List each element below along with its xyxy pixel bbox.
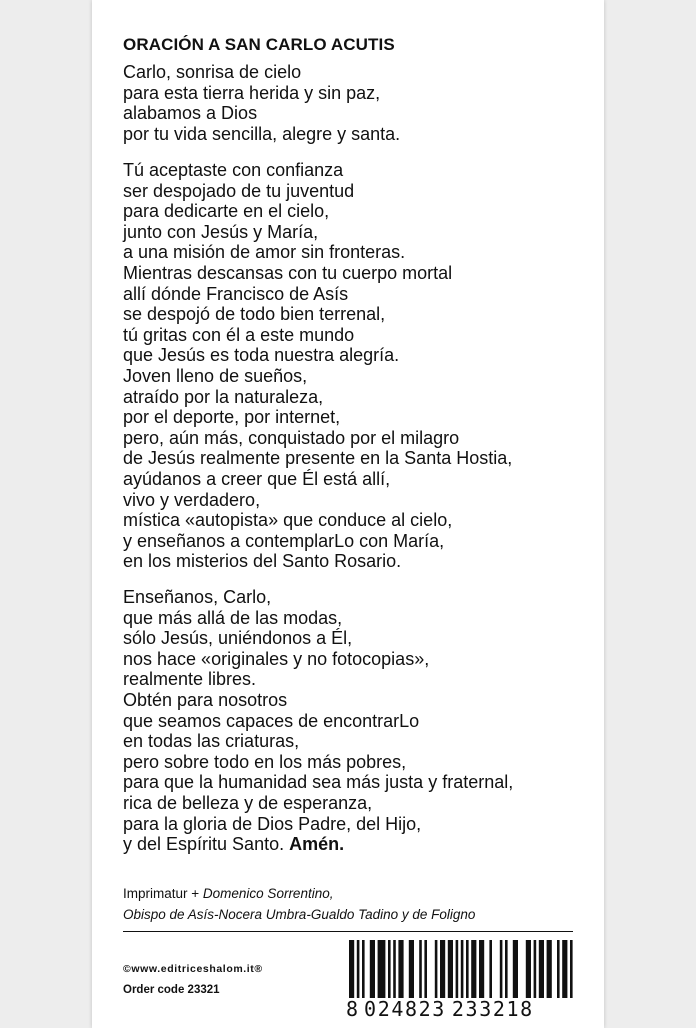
barcode-bar [466,940,469,998]
imprimatur-line-1 [123,883,475,904]
verse-line: atraído por la naturaleza, [123,386,324,407]
verse-line: se despojó de todo bien terrenal, [123,304,386,325]
closing-line-text: y del Espíritu Santo. [123,834,285,855]
barcode-bar [505,940,508,998]
verse-line: Enseñanos, Carlo, [123,587,272,607]
barcode-bar [349,940,354,998]
barcode-digit-group-1: 024823 [364,997,446,1021]
barcode-bar [362,940,365,998]
imprimatur-prefix: Imprimatur + [123,886,203,901]
verse-line: de Jesús realmente presente en la Santa Hostia, [123,448,513,469]
verse-line: allí dónde Francisco de Asís [123,283,349,304]
divider-line [123,931,573,932]
barcode-bar [409,940,414,998]
stanza-3 [123,587,513,855]
barcode-bar [539,940,544,998]
stanza-1 [123,62,400,144]
barcode-bar [393,940,396,998]
verse-line: junto con Jesús y María, [123,221,319,242]
verse-line: ayúdanos a creer que Él está allí, [123,468,391,489]
barcode-bar [500,940,503,998]
imprimatur-name: Domenico Sorrentino, [202,886,334,901]
verse-line: ser despojado de tu juventud [123,180,355,201]
verse-line: nos hace «originales y no fotocopias», [123,648,430,669]
barcode-bar [440,940,445,998]
closing-verse-line [123,834,513,855]
verse-line: sólo Jesús, uniéndonos a Él, [123,628,353,649]
barcode-bar [534,940,537,998]
barcode-bar [526,940,531,998]
barcode-bar [398,940,403,998]
verse-line: vivo y verdadero, [123,489,261,510]
amen-text: Amén. [289,834,345,855]
verse-line: que Jesús es toda nuestra alegría. [123,345,400,366]
barcode-icon [346,940,576,998]
barcode-bar [479,940,484,998]
verse-line: pero, aún más, conquistado por el milagro [123,427,460,448]
verse-line: rica de belleza y de esperanza, [123,792,373,813]
verse-line: alabamos a Dios [123,103,258,124]
prayer-card [92,0,604,1028]
verse-line: a una misión de amor sin fronteras. [123,242,406,263]
verse-line: en todas las criaturas, [123,731,300,752]
verse-line: Tú aceptaste con confianza [123,160,344,180]
barcode-bar [570,940,573,998]
barcode-bar [562,940,567,998]
barcode-bar [357,940,360,998]
prayer-title: ORACIÓN A SAN CARLO ACUTIS [123,35,395,54]
order-code: Order code 23321 [123,984,220,996]
verse-line: que seamos capaces de encontrarLo [123,710,420,731]
verse-line: y enseñanos a contemplarLo con María, [123,530,445,551]
barcode-number [346,998,576,1020]
verse-line: mística «autopista» que conduce al cielo, [123,510,453,531]
imprimatur-bishop-title: Obispo de Asís-Nocera Umbra-Gualdo Tadino y de Foligno [123,907,476,922]
imprimatur [123,883,475,925]
barcode-bar [388,940,391,998]
verse-line: para esta tierra herida y sin paz, [123,82,381,103]
barcode-bar [456,940,459,998]
verse-line: para la gloria de Dios Padre, del Hijo, [123,813,422,834]
verse-line: Obtén para nosotros [123,689,288,710]
verse-line: tú gritas con él a este mundo [123,324,355,345]
barcode-bar [419,940,422,998]
barcode-bar [370,940,375,998]
verse-line: por el deporte, por internet, [123,407,341,428]
barcode-bar [557,940,560,998]
barcode-bar [547,940,552,998]
barcode-bar [489,940,492,998]
verse-line: que más allá de las modas, [123,607,343,628]
barcode-bar [424,940,427,998]
verse-line: Joven lleno de sueños, [123,365,308,386]
publisher-website: ©www.editriceshalom.it® [123,963,263,975]
verse-line: realmente libres. [123,669,257,690]
barcode-digit-group-2: 233218 [451,997,534,1021]
verse-line: Mientras descansas con tu cuerpo mortal [123,262,453,283]
verse-line: por tu vida sencilla, alegre y santa. [123,123,401,144]
verse-line: para que la humanidad sea más justa y fraternal, [123,772,514,793]
verse-line: pero sobre todo en los más pobres, [123,751,407,772]
verse-line: para dedicarte en el cielo, [123,201,330,222]
barcode-bar [378,940,386,998]
verse-line: Carlo, sonrisa de cielo [123,62,302,82]
stanza-2 [123,160,512,572]
barcode-bar [435,940,438,998]
barcode-bar [513,940,518,998]
verse-line: en los misterios del Santo Rosario. [123,551,402,572]
barcode-bar [471,940,476,998]
barcode-digit-first: 8 [346,997,359,1021]
barcode-bar [448,940,453,998]
barcode-bar [461,940,464,998]
